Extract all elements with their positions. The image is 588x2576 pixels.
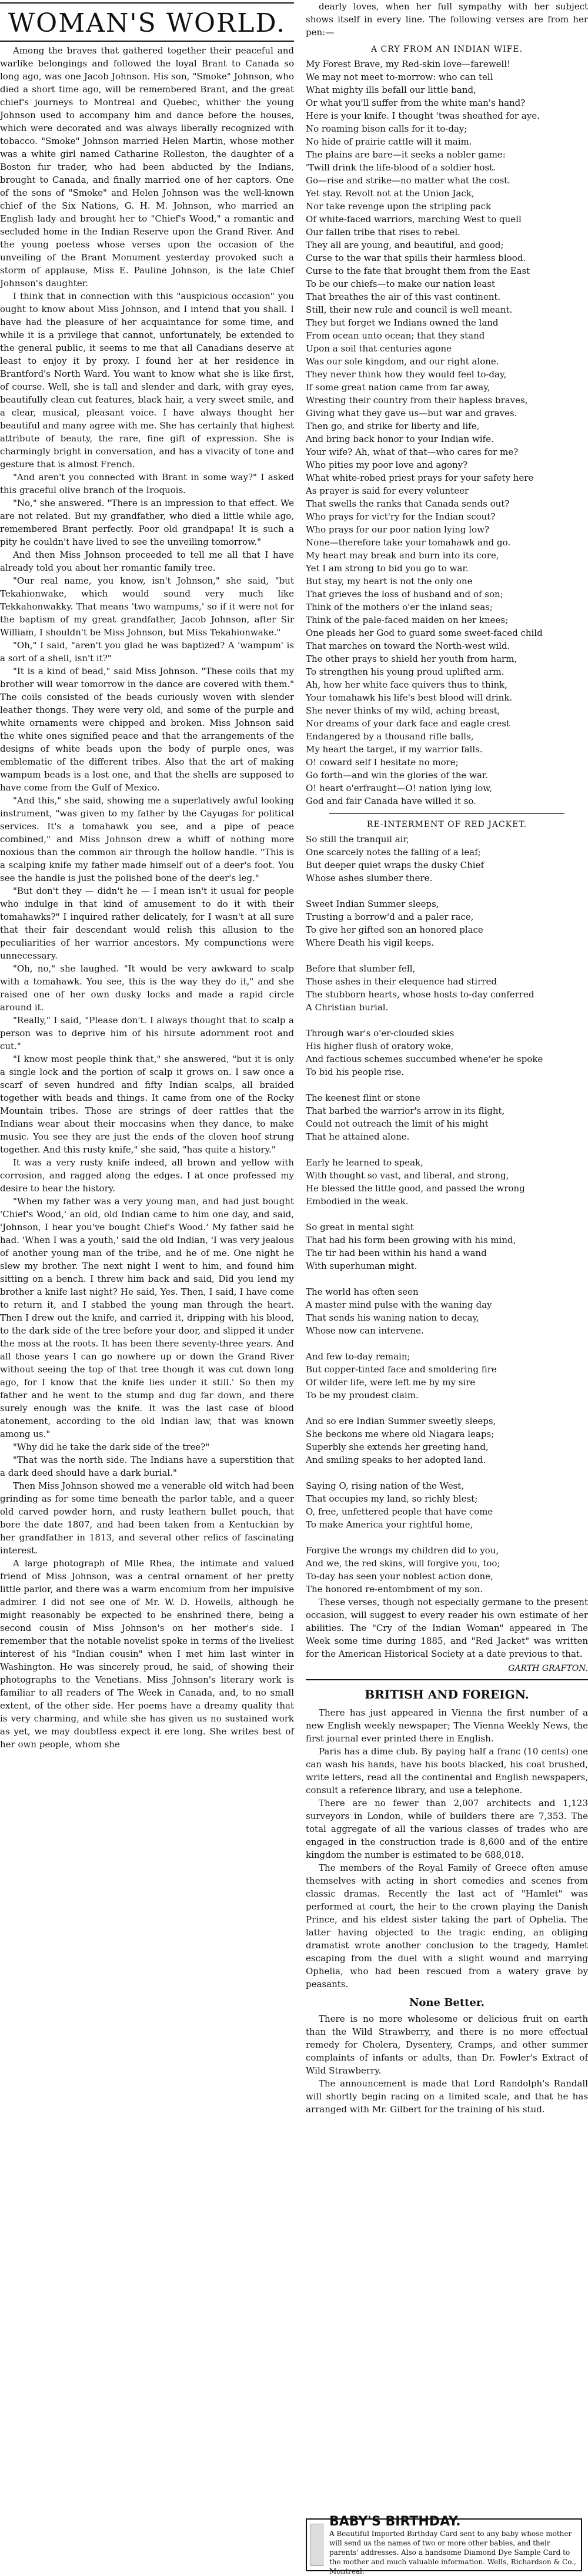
poem-line: With superhuman might.	[306, 1261, 417, 1271]
poem-line: And we, the red skins, will forgive you, too;	[306, 1558, 500, 1569]
poem-line: Our fallen tribe that rises to rebel.	[306, 227, 460, 237]
poem-title: RE-INTERMENT OF RED JACKET.	[366, 820, 527, 829]
poem-line: That occupies my land, so richly blest;	[306, 1493, 478, 1504]
article-paragraph: And then Miss Johnson proceeded to tell me all that I have already told you about her romantic family tree.	[0, 550, 294, 573]
poem-line: The tir had been within his hand a wand	[306, 1248, 487, 1258]
top-rule	[0, 2, 294, 4]
poem-line: Before that slumber fell,	[306, 963, 416, 974]
poem-line: That breathes the air of this vast continent.	[306, 292, 501, 302]
article-paragraph: "And aren't you connected with Brant in some way?" I asked this graceful olive branch of the Iroquois.	[0, 472, 294, 495]
article-paragraph: "No," she answered. "There is an impression to that effect. We are not related. But my grandfather, who died a little while ago, remembered Brant perfectly. Poor old grandpapa! It is such a pity he couldn't have lived to see the unveiling tomorrow."	[0, 498, 294, 547]
article-paragraph: "And this," she said, showing me a superlatively awful looking instrument, "was given to my father by the Cayugas for political services. It's a tomahawk you see, and a pipe of peace combined," and Miss Johnson drew a whiff of nothing more noxious than the common air through the hollow handle. "This is a scalping knife my father made himself out of a deer's foot. You see the handle is just the polished bone of the deer's leg."	[0, 795, 294, 883]
poem-line: Giving what they gave us—but war and graves.	[306, 408, 517, 418]
poem-line: Early he learned to speak,	[306, 1157, 423, 1168]
poem-line	[306, 885, 588, 897]
poem-line: Superbly she extends her greeting hand,	[306, 1442, 489, 1452]
poem-line: 'Twill drink the life-blood of a soldier host.	[306, 162, 496, 173]
poem-line: Whose now can intervene.	[306, 1325, 424, 1336]
poem-line	[306, 1402, 588, 1415]
poem-line	[306, 1078, 588, 1091]
poem-line: Go—rise and strike—no matter what the cost.	[306, 175, 510, 186]
poem-line: That he attained alone.	[306, 1131, 410, 1142]
ad-title: BABY'S BIRTHDAY.	[329, 2514, 461, 2529]
article-paragraph: Then Miss Johnson showed me a venerable old witch had been grinding as for some time beneath the parlor table, and a queer old carved powder horn, and rusty leathern bullet pouch, that bore the date 1807, and had been taken from a Kentuckian by her grandfather in 1813, and several other relics of fascinating interest.	[0, 1480, 294, 1556]
poem-line: So still the tranquil air,	[306, 834, 409, 845]
poem-line: Who prays for vict'ry for the Indian scout?	[306, 511, 496, 522]
article-paragraph: dearly loves, when her full sympathy with her subject shows itself in every line. The following verses are from her pen:—	[306, 1, 588, 38]
poem-line: What white-robed priest prays for your safety here	[306, 473, 534, 483]
poem-line: Through war's o'er-clouded skies	[306, 1028, 455, 1039]
poem-line: To strengthen his young proud uplifted arm.	[306, 666, 505, 677]
poem-cry-from-indian-wife	[306, 58, 588, 808]
article-paragraph: "Really," I said, "Please don't. I always thought that to scalp a person was to deprive him of his hirsute adornment root and cut."	[0, 1015, 294, 1051]
poem-line: And few to-day remain;	[306, 1351, 410, 1362]
poem-line: To be my proudest claim.	[306, 1390, 419, 1401]
poem-line	[306, 1466, 588, 1479]
poem-line: Here is your knife. I thought 'twas sheathed for aye.	[306, 110, 540, 121]
section-rule	[306, 1679, 588, 1680]
poem-line: One pleads her God to guard some sweet-faced child	[306, 628, 543, 638]
author-signature: GARTH GRAFTON.	[508, 1664, 588, 1673]
poem-line: My heart the target, if my warrior falls.	[306, 744, 483, 755]
article-paragraph: "That was the north side. The Indians have a superstition that a dark deed should have a dark burial."	[0, 1455, 294, 1478]
poem-line: They but forget we Indians owned the land	[306, 317, 499, 328]
poem-line: His higher flush of oratory woke,	[306, 1041, 454, 1051]
article-paragraph: It was a very rusty knife indeed, all brown and yellow with corrosion, and ragged along the edges. I at once professed my desire to hear the history.	[0, 1157, 294, 1194]
poem-line: So great in mental sight	[306, 1222, 414, 1232]
poem-line: Still, their new rule and council is well meant.	[306, 304, 513, 315]
poem-line: Your wife? Ah, what of that—who cares for me?	[306, 447, 519, 457]
poem-line: And bring back honor to your Indian wife.	[306, 434, 494, 444]
poem-line: Curse to the war that spills their harmless blood.	[306, 253, 526, 263]
poem-red-jacket	[306, 833, 588, 1596]
poem-line: To make America your rightful home,	[306, 1519, 473, 1530]
poem-line: Could not outreach the limit of his might	[306, 1118, 489, 1129]
article-paragraph: These verses, though not especially germane to the present occasion, will suggest to every reader his own estimate of her abilities. The "Cry of the Indian Woman" appeared in The Week some time during 1885, and "Red Jacket" was written for the American Historical Society at a date previous to that.	[306, 1597, 588, 1659]
poem-line: The keenest flint or stone	[306, 1093, 420, 1103]
poem-line: O! heart o'erfraught—O! nation lying low,	[306, 783, 493, 793]
poem-line: Embodied in the weak.	[306, 1196, 409, 1207]
poem-line: Forgive the wrongs my children did to you,	[306, 1545, 499, 1556]
news-paragraph: The members of the Royal Family of Greece often amuse themselves with acting in short comedies and scenes from classic dramas. Recently the last act of "Hamlet" was performed at court, the heir to the crown playing the Danish Prince, and his eldest sister taking the part of Ophelia. The latter having objected to the tragic ending, an obliging dramatist wrote another conclusion to the tragedy, Hamlet escaping from the duel with a slight wound and marrying Ophelia, who had been rescued from a watery grave by peasants.	[306, 1863, 588, 1989]
poem-line: O! coward self I hesitate no more;	[306, 757, 459, 768]
poem-line: And so ere Indian Summer sweetly sleeps,	[306, 1416, 496, 1426]
poem-line: Ah, how her white face quivers thus to think,	[306, 679, 508, 690]
poem-line: The honored re-entombment of my son.	[306, 1584, 483, 1594]
poem-line: She never thinks of my wild, aching breast,	[306, 705, 500, 716]
poem-line: To-day has seen your noblest action done,	[306, 1571, 493, 1582]
poem-line: Whose ashes slumber there.	[306, 873, 433, 883]
left-article	[0, 44, 294, 1751]
article-paragraph: "But don't they — didn't he — I mean isn't it usual for people who indulge in that kind of amusement to do it with their tomahawks?" I inquired rather delicately, for I wasn't at all sure that their fair descendant would relish this allusion to the peculiarities of her warrior ancestors. My compunctions were unnecessary.	[0, 886, 294, 961]
poem-line: Who pities my poor love and agony?	[306, 460, 468, 470]
poem-line	[306, 949, 588, 962]
poem-line: To give her gifted son an honored place	[306, 924, 483, 935]
poem-line: Then go, and strike for liberty and life,	[306, 421, 480, 431]
poem-line: Think of the mothers o'er the inland seas;	[306, 602, 493, 612]
poem-line: Where Death his vigil keeps.	[306, 937, 435, 948]
poem-line: If some great nation came from far away,	[306, 382, 490, 393]
article-paragraph: "I know most people think that," she answered, "but it is only a single lock and the portion of scalp it grows on. I saw once a scarf of seven hundred and fifty Indian scalps, all braided together with beads and things. It came from one of the Rocky Mountain tribes. Those are strings of deer rattles that the Indians wear about their moccasins when they dance, to make music. You see they are just the ends of the cloven hoof strung together. And this rusty knife," she said, "has quite a history."	[0, 1054, 294, 1155]
baby-birthday-advertisement	[306, 2514, 582, 2575]
poem-line: With thought so vast, and liberal, and strong,	[306, 1170, 509, 1181]
article-paragraph: "Our real name, you know, isn't Johnson," she said, "but Tekahionwake, which would sound very much like Tekkahonwakky. That means 'two wampums,' so if it were not for the baptism of my great grandfather, Jacob Johnson, after Sir William, I shouldn't be Miss Johnson, but Miss Tekahionwake."	[0, 575, 294, 638]
poem-line: They all are young, and beautiful, and good;	[306, 240, 504, 250]
poem-line: Upon a soil that centuries agone	[306, 343, 452, 354]
poem-line: Nor take revenge upon the stripling pack	[306, 201, 492, 212]
poem-line: Curse to the fate that brought them from the East	[306, 266, 530, 276]
poem-line	[306, 1014, 588, 1027]
poem-line: To be our chiefs—to make our nation least	[306, 279, 496, 289]
poem-line: Saying O, rising nation of the West,	[306, 1480, 465, 1491]
poem-line: Think of the pale-faced maiden on her knees;	[306, 615, 509, 625]
poem-line: The other prays to shield her youth from harm,	[306, 654, 517, 664]
poem-line	[306, 1208, 588, 1221]
section-title: BRITISH AND FOREIGN.	[365, 1687, 529, 1701]
article-paragraph: "Oh," I said, "aren't you glad he was baptized? A 'wampum' is a sort of a shell, isn't it?"	[0, 640, 294, 664]
poem-line: Yet I am strong to bid you go to war.	[306, 563, 469, 574]
poem-line: That swells the ranks that Canada sends out?	[306, 498, 510, 509]
poem-line: What mighty ills befall our little band,	[306, 85, 476, 95]
news-paragraph: The announcement is made that Lord Randolph's Randall will shortly begin racing on a limited scale, and that he has arranged with Mr. Gilbert for the training of his stud.	[306, 2078, 588, 2115]
article-paragraph: A large photograph of Mlle Rhea, the intimate and valued friend of Miss Johnson, was a central ornament of her pretty little parlor, and there was a warm encomium from her impulsive admirer. I did not see one of Mr. W. D. Howells, although he might reasonably be expected to be enshrined there, being a second cousin of Miss Johnson's on her mother's side. I remember that the notable novelist spoke in terms of the liveliest interest of his "Indian cousin" when I met him last winter in Washington. He was sincerely proud, he said, of showing their photographs to the Venetians. Miss Johnson's literary work is familiar to all readers of The Week in Canada, and, to no small extent, of the other side. Her poems have a dreamy quality that is very charming, and while she has given us no sustained work as yet, we may doubtless expect it ere long. She writes best of her own people, whom she	[0, 1558, 294, 1750]
poem-commentary	[306, 1596, 588, 1660]
poem-line: One scarcely notes the falling of a leaf;	[306, 847, 481, 857]
section-title: None Better.	[409, 1997, 485, 2009]
title-rule	[0, 41, 294, 42]
poem-line: And factious schemes succumbed whene'er he spoke	[306, 1054, 543, 1064]
news-paragraph: There is no more wholesome or delicious fruit on earth than the Wild Strawberry, and there is no more effectual remedy for Cholera, Dysentery, Cramps, and other summer complaints of infants or adults, than Dr. Fowler's Extract of Wild Strawberry.	[306, 2014, 588, 2076]
article-paragraph: "Oh, no," she laughed. "It would be very awkward to scalp with a tomahawk. You see, this is the way they do it," and she raised one of her own dusky locks and made a rapid circle around it.	[0, 963, 294, 1013]
poem-line: Was our sole kingdom, and our right alone.	[306, 356, 499, 367]
poem-line: But stay, my heart is not the only one	[306, 576, 473, 587]
poem-line: The plains are bare—it seeks a nobler game:	[306, 149, 506, 160]
poem-line: But deeper quiet wraps the dusky Chief	[306, 860, 484, 870]
poem-line: God and fair Canada have willed it so.	[306, 796, 476, 806]
poem-line: Sweet Indian Summer sleeps,	[306, 899, 439, 909]
news-paragraph: There has just appeared in Vienna the first number of a new English weekly newspaper; The Vienna Weekly News, the first journal ever printed there in English.	[306, 1707, 588, 1744]
poem-line: Who prays for our poor nation lying low?	[306, 524, 489, 535]
poem-line: No hide of prairie cattle will it maim.	[306, 136, 472, 147]
poem-line: They never think how they would feel to-day,	[306, 369, 507, 380]
poem-line: O, free, unfettered people that have come	[306, 1506, 493, 1517]
poem-line: Endangered by a thousand rifle balls,	[306, 731, 474, 742]
poem-line: As prayer is said for every volunteer	[306, 485, 469, 496]
poem-line: From ocean unto ocean; that they stand	[306, 330, 485, 341]
poem-line: Go forth—and win the glories of the war.	[306, 770, 489, 780]
continued-article	[306, 0, 588, 39]
poem-line: But copper-tinted face and smoldering fire	[306, 1364, 497, 1375]
poem-line: We may not meet to-morrow: who can tell	[306, 72, 493, 82]
poem-line: A Christian burial.	[306, 1002, 389, 1013]
article-paragraph: I think that in connection with this "auspicious occasion" you ought to know about Miss Johnson, and I intend that you shall. I have had the pleasure of her acquaintance for some time, and while it is a privilege that cannot, unfortunately, be extended to the general public, it seems to me that all Canadians deserve at least to enjoy it by proxy. I found her at her residence in Brantford's North Ward. You want to know what she is like first, of course. Well, she is tall and slender and dark, with gray eyes, beautifully clean cut features, black hair, a very sweet smile, and a clear, musical, pleasant voice. I have always thought her beautiful and many agree with me. She has certainly that highest attribute of beauty, the rare, fine gift of expression. She is charmingly bright in conversation, and has a vivacity of tone and gesture that is almost French.	[0, 291, 294, 470]
poem-line	[306, 1143, 588, 1156]
poem-line: That barbed the warrior's arrow in its flight,	[306, 1106, 505, 1116]
poem-line: To bid his people rise.	[306, 1067, 405, 1077]
poem-line: Your tomahawk his life's best blood will drink.	[306, 692, 513, 703]
poem-line: And smiling speaks to her adopted land.	[306, 1455, 486, 1465]
poem-line: Yet stay. Revolt not at the Union Jack,	[306, 188, 475, 199]
news-paragraph: There are no fewer than 2,007 architects and 1,123 surveyors in London, while of builders there are 7,353. The total aggregate of all the various classes of trades who are engaged in the construction trade is 8,600 and of the entire kingdom the number is estimated to be 688,018.	[306, 1798, 588, 1860]
poem-line: Or what you'll suffer from the white man's hand?	[306, 98, 526, 108]
ad-text: A Beautiful Imported Birthday Card sent to any baby whose mother will send us the names of two or more other babies, and their parents' addresses. Also a handsome Diamond Dye Sample Card to the mother and much valuable information. Wells, Richardson & Co., Montreal.	[329, 2529, 576, 2575]
article-paragraph: "When my father was a very young man, and had just bought 'Chief's Wood,' an old, old Indian came to him one day, and said, 'Johnson, I hear you've bought Chief's Wood.' My father said he had. 'When I was a youth,' said the old Indian, 'I was very jealous of another young man of the tribe, and he of me. One night he slew my brother. The next night I went to him, and found him sitting on a bench. I threw him back and said, Did you lend my brother a knife last night? He said, Yes. Then, I said, I have come to return it, and I stabbed the young man through the heart. Then I drew out the knife, and carried it, dripping with his blood, to the dark side of the tree before your door, and slipped it under the moss at the roots. It has been there seventy-three years. And all those years I can go nowhere up or down the Grand River without seeing the top of that tree though it was cut down long ago, for I know that the knife lies under it still.' So then my father and he went to the stump and dug far down, and there surely enough was the knife. It was the last case of blood atonement, according to the old Indian law, that was known among us."	[0, 1196, 294, 1439]
poem-line: That had his form been growing with his mind,	[306, 1235, 516, 1245]
section-divider	[329, 813, 564, 814]
poem-line: She beckons me where old Niagara leaps;	[306, 1429, 495, 1439]
poem-line: That grieves the loss of husband and of son;	[306, 589, 503, 599]
poem-line: My heart may break and burn into its core,	[306, 550, 499, 561]
article-paragraph: "Why did he take the dark side of the tree?"	[13, 1442, 210, 1452]
poem-line: No roaming bison calls for it to-day;	[306, 123, 467, 134]
poem-line: My Forest Brave, my Red-skin love—farewell!	[306, 59, 511, 69]
poem-line	[306, 1272, 588, 1285]
poem-line: The stubborn hearts, whose hosts to-day conferred	[306, 989, 534, 1000]
news-paragraph: Paris has a dime club. By paying half a franc (10 cents) one can wash his hands, have his boots blacked, his coat brushed, write letters, read all the continental and English newspapers, consult a reference library, and use a telephone.	[306, 1746, 588, 1796]
poem-line: A master mind pulse with the waning day	[306, 1299, 492, 1310]
baby-illustration-icon	[310, 2524, 323, 2566]
right-column	[306, 0, 588, 2576]
poem-line: Those ashes in their elequence had stirred	[306, 976, 497, 987]
poem-line: None—therefore take your tomahawk and go.	[306, 537, 511, 548]
poem-line: That marches on toward the North-west wild.	[306, 641, 510, 651]
article-paragraph: "It is a kind of bead," said Miss Johnson. "These coils that my brother will wear tomorrow in the dance are covered with them." The coils consisted of the beads curiously woven with slender leather thongs. They were very old, and some of the purple and white ornaments were chipped and broken. Miss Johnson said the white ones signified peace and that the arrangements of the designs of white beads upon the body of purple ones, was emblematic of the different tribes. Also that the art of making wampum beads is a lost one, and that the shells are supposed to have come from the Gulf of Mexico.	[0, 666, 294, 793]
page-title: WOMAN'S WORLD.	[8, 8, 286, 38]
poem-line: Of wilder life, were left me by my sire	[306, 1377, 476, 1388]
article-paragraph: Among the braves that gathered together their peaceful and warlike belongings and followed the loyal Brant to Canada so long ago, was one Jacob Johnson. His son, "Smoke" Johnson, who died a short time ago, will be remembered Brant, and the great chief's journeys to Montreal and Quebec, whither the young Johnson used to accompany him and dance before the houses, which were decorated and was always liberally recognized with tobacco. "Smoke" Johnson married Helen Martin, whose mother was a white girl named Catharine Rolleston, the daughter of a Boston fur trader, who had been abducted by the Indians, brought to Canada, and finally married one of her captors. One of the sons of "Smoke" and Helen Johnson was the well-known chief of the Six Nations, G. H. M. Johnson, who married an English lady and brought her to "Chief's Wood," a romantic and secluded home in the Indian Reserve upon the Grand River. And the young poetess whose verses upon the occasion of the unveiling of the Brant Monument yesterday provoked such a storm of applause, Miss E. Pauline Johnson, is the late Chief Johnson's daughter.	[0, 45, 294, 289]
poem-line: Trusting a borrow'd and a paler race,	[306, 912, 474, 922]
poem-line	[306, 1337, 588, 1350]
poem-line: He blessed the little good, and passed the wrong	[306, 1183, 525, 1194]
poem-line: Nor dreams of your dark face and eagle crest	[306, 718, 510, 729]
poem-line: Wresting their country from their hapless braves,	[306, 395, 528, 406]
poem-title: A CRY FROM AN INDIAN WIFE.	[370, 45, 523, 54]
poem-line: That sends his waning nation to decay,	[306, 1312, 479, 1323]
british-foreign-section	[306, 1706, 588, 1991]
poem-line: Of white-faced warriors, marching West to quell	[306, 214, 522, 225]
poem-line: The world has often seen	[306, 1287, 419, 1297]
none-better-section	[306, 2012, 588, 2116]
poem-line	[306, 1531, 588, 1544]
